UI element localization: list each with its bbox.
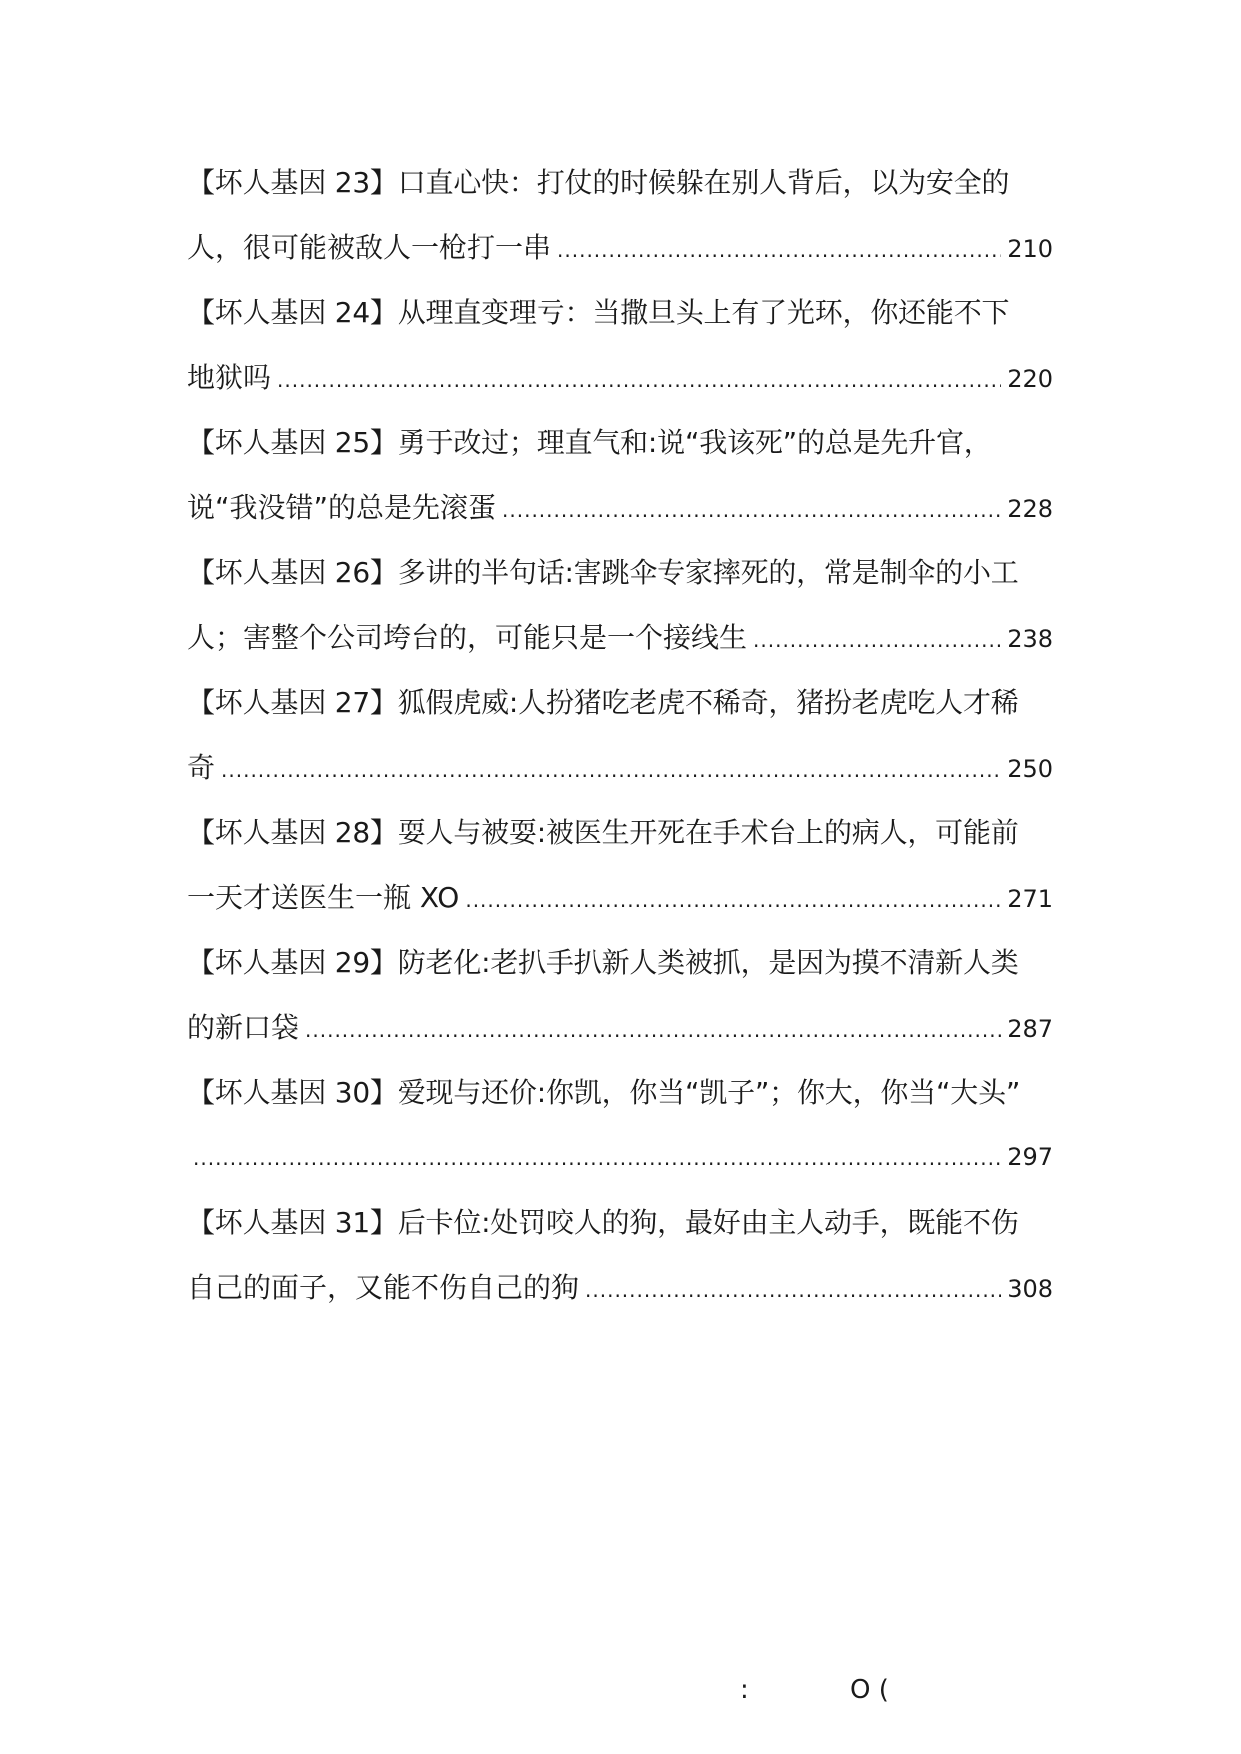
footer-text: O (: [850, 1675, 889, 1705]
toc-entry-title: 【坏人基因 29】防老化:老扒手扒新人类被抓，是因为摸不清新人类: [187, 946, 1019, 979]
dot-leader: [502, 478, 1001, 543]
toc-entry-title: 【坏人基因 31】后卡位:处罚咬人的狗，最好由主人动手，既能不伤: [187, 1206, 1019, 1239]
toc-entry-31[interactable]: [187, 1190, 1053, 1320]
dot-leader: [221, 738, 1001, 803]
toc-entry-continuation: [187, 735, 1053, 800]
toc-entry-continuation: [187, 475, 1053, 540]
toc-entry-continuation: [187, 1125, 1053, 1190]
toc-entry-title: 【坏人基因 27】狐假虎威:人扮猪吃老虎不稀奇，猪扮老虎吃人才稀: [187, 686, 1019, 719]
page-number: 220: [1007, 365, 1053, 393]
toc-entry-25[interactable]: [187, 410, 1053, 540]
toc-entry-title-tail: 说“我没错”的总是先滚蛋: [187, 491, 497, 524]
toc-entry-title: 【坏人基因 30】爱现与还价:你凯，你当“凯子”；你大，你当“大头”: [187, 1076, 1021, 1109]
page-number: 238: [1007, 625, 1053, 653]
toc-entry-24[interactable]: [187, 280, 1053, 410]
toc-entry-title: 【坏人基因 23】口直心快：打仗的时候躲在别人背后，以为安全的: [187, 166, 1010, 199]
page-number: 210: [1007, 235, 1053, 263]
toc-entry-title: 【坏人基因 24】从理直变理亏：当撒旦头上有了光环，你还能不下: [187, 296, 1010, 329]
dot-leader: [193, 1126, 1001, 1191]
footer-colon: :: [740, 1675, 749, 1705]
page-number: 228: [1007, 495, 1053, 523]
page-number: 308: [1007, 1275, 1053, 1303]
page-number: 250: [1007, 755, 1053, 783]
page-number: 297: [1007, 1143, 1053, 1171]
toc-entry-30[interactable]: [187, 1060, 1053, 1190]
dot-leader: [277, 348, 1001, 413]
toc-entry-29[interactable]: [187, 930, 1053, 1060]
toc-entry-title-tail: 人，很可能被敌人一枪打一串: [187, 231, 552, 264]
toc-entry-title: 【坏人基因 26】多讲的半句话:害跳伞专家摔死的，常是制伞的小工: [187, 556, 1019, 589]
dot-leader: [465, 868, 1001, 933]
toc-entry-title: 【坏人基因 25】勇于改过；理直气和:说“我该死”的总是先升官，: [187, 426, 992, 459]
toc-entry-continuation: [187, 215, 1053, 280]
dot-leader: [557, 218, 1001, 283]
table-of-contents: [187, 150, 1053, 1320]
page-number: 271: [1007, 885, 1053, 913]
toc-entry-title-tail: 自己的面子，又能不伤自己的狗: [187, 1271, 580, 1304]
toc-entry-continuation: [187, 345, 1053, 410]
toc-entry-title-tail: 的新口袋: [187, 1011, 300, 1044]
toc-entry-28[interactable]: [187, 800, 1053, 930]
toc-entry-title-tail: 人；害整个公司垮台的，可能只是一个接线生: [187, 621, 748, 654]
toc-entry-title-tail: 奇: [187, 751, 216, 784]
toc-entry-title: 【坏人基因 28】耍人与被耍:被医生开死在手术台上的病人，可能前: [187, 816, 1019, 849]
toc-entry-continuation: [187, 1255, 1053, 1320]
dot-leader: [585, 1258, 1001, 1323]
dot-leader: [305, 998, 1001, 1063]
dot-leader: [753, 608, 1001, 673]
page-number: 287: [1007, 1015, 1053, 1043]
toc-entry-27[interactable]: [187, 670, 1053, 800]
toc-entry-continuation: [187, 865, 1053, 930]
toc-entry-title-tail: 一天才送医生一瓶 XO: [187, 881, 460, 914]
toc-entry-continuation: [187, 605, 1053, 670]
toc-entry-title-tail: 地狱吗: [187, 361, 272, 394]
toc-entry-26[interactable]: [187, 540, 1053, 670]
toc-entry-continuation: [187, 995, 1053, 1060]
toc-entry-23[interactable]: [187, 150, 1053, 280]
page-footer: [740, 1675, 889, 1705]
